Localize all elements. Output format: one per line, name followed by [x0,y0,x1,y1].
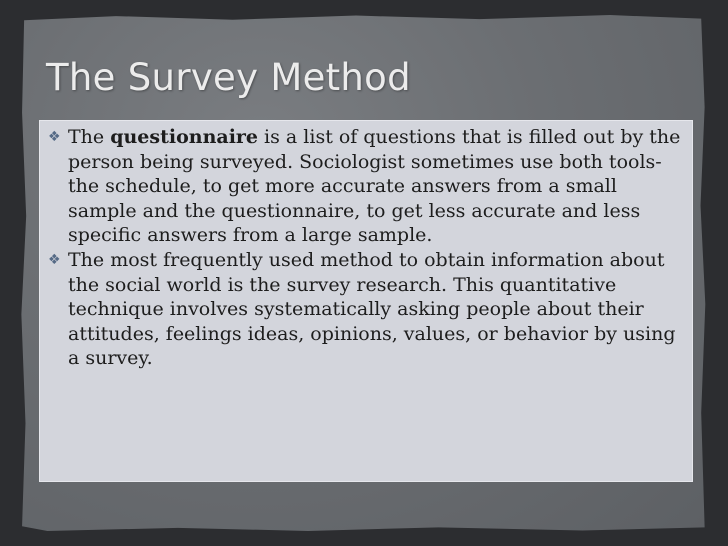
bullet-paragraph [48,125,684,248]
bullet-icon: ❖ [48,251,61,268]
paragraph-rest: is a list of questions that is filled out by the person being surveyed. Sociologist sometimes use both tools- the schedule, to get more accurate answers from a small sample and the questionnaire, to get less accurate and less specific answers from a large sample. [68,126,681,247]
content-box [39,120,693,482]
paragraph-bold-term: questionnaire [110,126,259,148]
bullet-icon: ❖ [48,129,61,145]
paragraph-lead: The most frequently used method to obtain information about the social world is the survey research. This quantitative technique involves systematically asking people about their attitudes, feelings ideas, opinions, values, or behavior by using a survey. [68,248,676,370]
slide-title: The Survey Method [46,56,411,99]
paragraph-text [64,248,684,371]
bullet-paragraph [48,248,684,371]
paragraph-lead: The [68,126,111,148]
paragraph-text [64,125,684,248]
